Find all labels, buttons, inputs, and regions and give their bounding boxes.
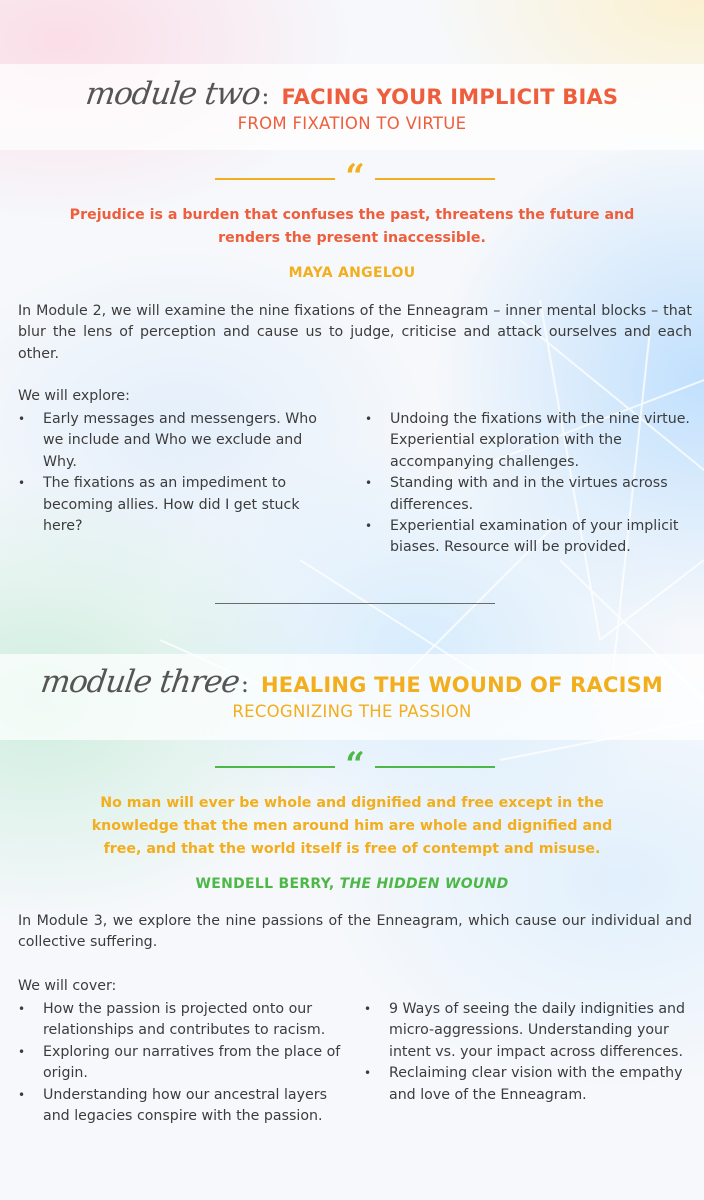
- module-two-lead: We will explore:: [18, 388, 130, 404]
- module-three-header: [0, 664, 704, 721]
- module-three-quote-divider: [215, 745, 495, 785]
- module-three-quote-author: [0, 876, 704, 892]
- bullet-icon: •: [18, 1044, 26, 1059]
- bullet-icon: •: [18, 1002, 26, 1016]
- bullet-icon: •: [364, 1002, 372, 1016]
- bullet-icon: •: [365, 412, 373, 426]
- module-three-lead: We will cover:: [18, 978, 117, 994]
- divider-line-left: [215, 178, 335, 180]
- module-two-intro: In Module 2, we will examine the nine fixations of the Enneagram – inner mental blocks – that blur the lens of perception and cause us to judge, criticise and attack ourselves and each other.: [18, 303, 692, 362]
- divider-line-left: [215, 766, 335, 768]
- list-item: • The fixations as an impediment to becoming allies. How did I get stuck here?: [18, 475, 300, 535]
- module-three-subtitle: RECOGNIZING THE PASSION: [232, 702, 472, 721]
- bullet-icon: •: [364, 1066, 372, 1081]
- module-two-quote-divider: [215, 157, 495, 197]
- author-work: THE HIDDEN WOUND: [339, 876, 509, 892]
- module-two-quote-author: MAYA ANGELOU: [288, 265, 416, 281]
- divider-line-right: [375, 178, 495, 180]
- module-three-bullets-right: [364, 999, 694, 1106]
- list-item: • Standing with and in the virtues across differences.: [365, 475, 668, 513]
- list-item: • Reclaiming clear vision with the empathy and love of the Enneagram.: [364, 1065, 683, 1103]
- module-three-colon: :: [240, 670, 249, 698]
- divider-line-right: [375, 766, 495, 768]
- quote-mark-icon: “: [345, 157, 365, 197]
- section-divider: [215, 603, 495, 604]
- module-two-bullets-right: [365, 409, 695, 559]
- module-three-intro: In Module 3, we explore the nine passions of the Enneagram, which cause our individual and collective suffering.: [18, 913, 692, 951]
- module-two-title: FACING YOUR IMPLICIT BIAS: [281, 85, 619, 109]
- list-item: • Exploring our narratives from the place of origin.: [18, 1043, 341, 1082]
- module-three-quote: No man will ever be whole and dignified and free except in the knowledge that the men around him are whole and dignified and free, and that the world itself is free of contempt and misuse.: [91, 795, 613, 857]
- list-item: • How the passion is projected onto our relationships and contributes to racism.: [18, 1001, 326, 1039]
- module-three-bullets-left: [18, 999, 348, 1127]
- bullet-icon: •: [18, 476, 26, 491]
- module-two-bullets-left: [18, 409, 338, 537]
- module-two-subtitle: FROM FIXATION TO VIRTUE: [237, 114, 467, 133]
- list-item: • Undoing the fixations with the nine virtue. Experiential exploration with the accompanying challenges.: [365, 411, 690, 470]
- list-item: • Early messages and messengers. Who we include and Who we exclude and Why.: [18, 411, 317, 470]
- list-item: • Experiential examination of your implicit biases. Resource will be provided.: [365, 518, 679, 556]
- module-three-script-label: module three: [38, 664, 242, 700]
- bullet-icon: •: [365, 519, 373, 534]
- list-item: • 9 Ways of seeing the daily indignities and micro-aggressions. Understanding your intent vs. your impact across differences.: [364, 1001, 686, 1060]
- module-two-quote: Prejudice is a burden that confuses the past, threatens the future and renders the present inaccessible.: [69, 207, 635, 246]
- quote-mark-icon: “: [345, 745, 365, 785]
- module-two-header: [0, 76, 704, 133]
- module-three-title: HEALING THE WOUND OF RACISM: [261, 673, 664, 697]
- author-name: WENDELL BERRY,: [195, 876, 340, 892]
- module-two-script-label: module two: [83, 76, 262, 112]
- list-item: • Understanding how our ancestral layers and legacies conspire with the passion.: [18, 1086, 327, 1125]
- bullet-icon: •: [365, 476, 373, 491]
- bullet-icon: •: [18, 412, 26, 426]
- bullet-icon: •: [18, 1087, 26, 1102]
- module-two-colon: :: [261, 82, 270, 110]
